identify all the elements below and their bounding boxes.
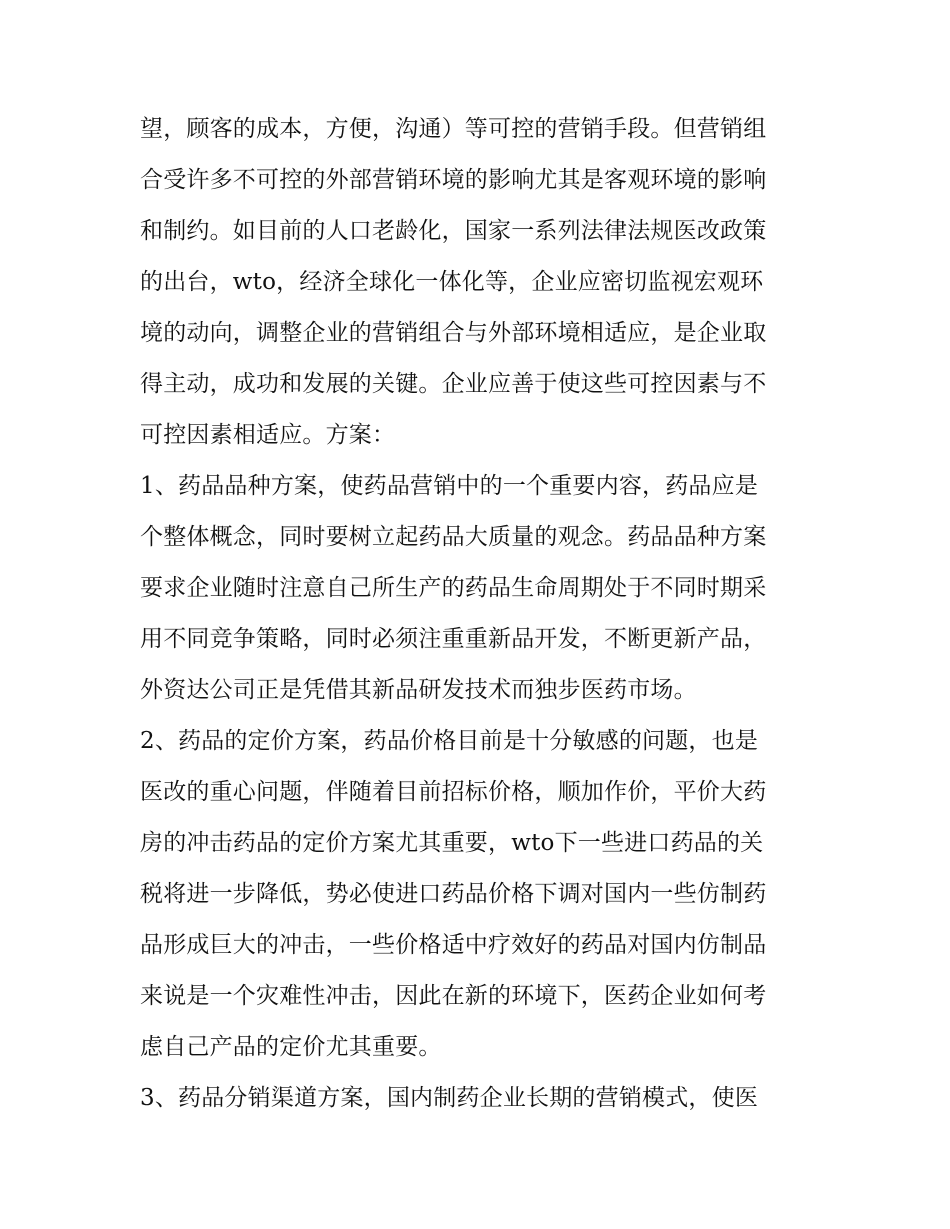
text-line: 房的冲击药品的定价方案尤其重要，wto下一些进口药品的关 [140,830,764,856]
text-line: 望，顾客的成本，方便，沟通）等可控的营销手段。但营销组 [140,116,767,142]
text-line: 来说是一个灾难性冲击，因此在新的环境下，医药企业如何考 [140,983,767,1009]
text-line: 税将进一步降低，势必使进口药品价格下调对国内一些仿制药 [140,881,767,907]
text-line: 的出台，wto，经济全球化一体化等，企业应密切监视宏观环 [140,269,764,295]
text-line: 个整体概念，同时要树立起药品大质量的观念。药品品种方案 [140,524,767,550]
text-line: 合受许多不可控的外部营销环境的影响尤其是客观环境的影响 [140,167,767,193]
list-item-1-line: 1、药品品种方案，使药品营销中的一个重要内容，药品应是 [140,473,759,499]
text-line: 用不同竞争策略，同时必须注重重新品开发，不断更新产品， [140,626,767,652]
list-item-3-line: 3、药品分销渠道方案，国内制药企业长期的营销模式，使医 [140,1085,759,1111]
text-line: 外资达公司正是凭借其新品研发技术而独步医药市场。 [140,677,697,703]
text-line: 医改的重心问题，伴随着目前招标价格，顺加作价，平价大药 [140,779,767,805]
text-line: 可控因素相适应。方案： [140,422,396,448]
text-line: 得主动，成功和发展的关键。企业应善于使这些可控因素与不 [140,371,767,397]
text-line: 品形成巨大的冲击，一些价格适中疗效好的药品对国内仿制品 [140,932,767,958]
text-line: 要求企业随时注意自己所生产的药品生命周期处于不同时期采 [140,575,767,601]
list-item-2-line: 2、药品的定价方案，药品价格目前是十分敏感的问题，也是 [140,728,759,754]
body-text [140,104,820,1124]
text-line: 境的动向，调整企业的营销组合与外部环境相适应，是企业取 [140,320,767,346]
text-line: 和制约。如目前的人口老龄化，国家一系列法律法规医改政策 [140,218,767,244]
text-line: 虑自己产品的定价尤其重要。 [140,1034,442,1060]
